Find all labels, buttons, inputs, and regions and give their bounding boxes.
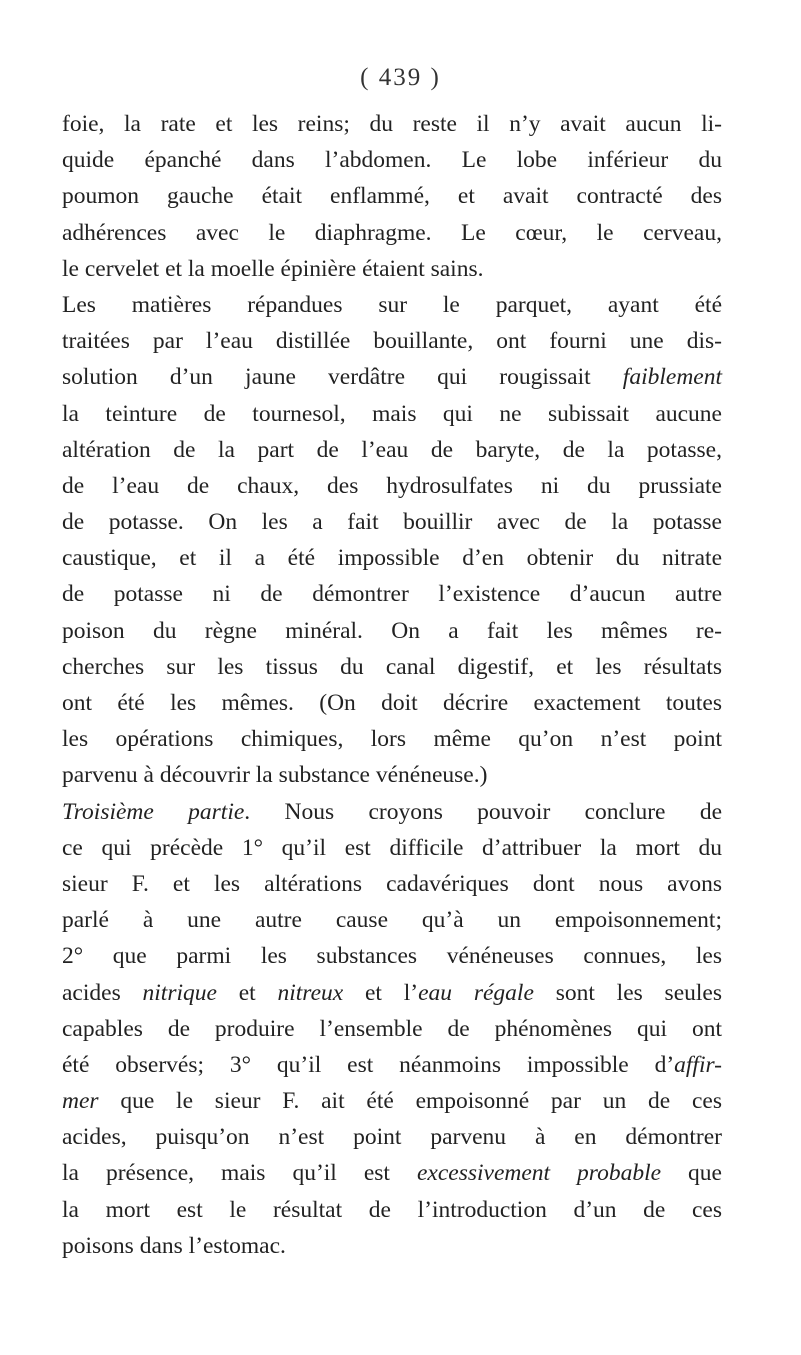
text-line bbox=[62, 721, 722, 757]
text-span: que le sieur F. ait été empoisonné par un de ces bbox=[98, 1088, 722, 1115]
text-span: caustique, et il a été impossible d’en obtenir du nitrate bbox=[62, 545, 722, 572]
text-span: les opérations chimiques, lors même qu’on n’est point bbox=[62, 726, 722, 753]
text-span: ce qui précède 1° qu’il est difficile d’attribuer la mort du bbox=[62, 834, 722, 861]
text-line bbox=[62, 866, 722, 902]
text-line bbox=[62, 649, 722, 685]
text-span: . Nous croyons pouvoir conclure de bbox=[244, 798, 722, 825]
text-line bbox=[62, 902, 722, 938]
italic-text: mer bbox=[62, 1088, 99, 1115]
text-line bbox=[62, 1192, 722, 1228]
italic-text: nitreux bbox=[277, 979, 344, 1006]
text-span: et bbox=[216, 979, 278, 1006]
italic-text: faiblement bbox=[622, 364, 722, 391]
text-span: que bbox=[661, 1160, 722, 1187]
text-line bbox=[62, 432, 722, 468]
text-span: cherches sur les tissus du canal digestif, et les résultats bbox=[62, 653, 722, 680]
italic-text: nitrique bbox=[142, 979, 217, 1006]
text-span: la présence, mais qu’il est bbox=[62, 1160, 417, 1187]
text-span: parvenu à découvrir la substance vénéneuse.) bbox=[62, 762, 488, 789]
text-span: de potasse. On les a fait bouillir avec de la potasse bbox=[62, 509, 722, 536]
text-span: Les matières répandues sur le parquet, ayant été bbox=[62, 291, 722, 318]
text-span: et l’ bbox=[343, 979, 419, 1006]
text-line bbox=[62, 794, 722, 830]
text-span: altération de la part de l’eau de baryte, de la potasse, bbox=[62, 436, 722, 463]
text-line bbox=[62, 576, 722, 612]
text-span: foie, la rate et les reins; du reste il n’y avait aucun li- bbox=[62, 111, 722, 137]
text-line bbox=[62, 830, 722, 866]
text-span: ont été les mêmes. (On doit décrire exactement toutes bbox=[62, 690, 722, 716]
text-span: acides bbox=[62, 979, 143, 1006]
text-line bbox=[62, 396, 722, 432]
text-line bbox=[62, 1083, 722, 1119]
text-line bbox=[62, 287, 722, 323]
text-line bbox=[62, 975, 722, 1011]
text-span: poumon gauche était enflammé, et avait contracté des bbox=[62, 183, 722, 210]
text-span: traitées par l’eau distillée bouillante, ont fourni une dis- bbox=[62, 328, 722, 355]
text-span: sieur F. et les altérations cadavériques dont nous avons bbox=[62, 870, 722, 897]
italic-text: affir- bbox=[674, 1051, 722, 1078]
text-line bbox=[62, 540, 722, 576]
page-number: ( 439 ) bbox=[360, 64, 441, 91]
text-span: adhérences avec le diaphragme. Le cœur, le cerveau, bbox=[62, 219, 722, 246]
text-line bbox=[62, 1155, 722, 1191]
italic-text: excessivement probable bbox=[416, 1160, 662, 1187]
text-span: acides, puisqu’on n’est point parvenu à en démontrer bbox=[62, 1124, 722, 1151]
text-span: capables de produire l’ensemble de phénomènes qui ont bbox=[62, 1015, 722, 1042]
text-line bbox=[62, 323, 722, 359]
body-text bbox=[62, 106, 722, 1264]
text-span: de l’eau de chaux, des hydrosulfates ni du prussiate bbox=[62, 472, 722, 499]
italic-text: Troisième partie bbox=[62, 798, 245, 825]
text-span: poisons dans l’estomac. bbox=[62, 1232, 286, 1259]
text-span: la mort est le résultat de l’introduction d’un de ces bbox=[62, 1196, 722, 1223]
text-line bbox=[62, 757, 722, 793]
text-span: sont les seules bbox=[533, 979, 722, 1006]
text-line bbox=[62, 1011, 722, 1047]
text-line bbox=[62, 504, 722, 540]
text-span: la teinture de tournesol, mais qui ne subissait aucune bbox=[62, 400, 722, 427]
text-span: solution d’un jaune verdâtre qui rougissait bbox=[62, 364, 623, 391]
text-line bbox=[62, 685, 722, 721]
text-line bbox=[62, 1119, 722, 1155]
text-line bbox=[62, 215, 722, 251]
text-span: parlé à une autre cause qu’à un empoisonnement; bbox=[62, 907, 722, 934]
text-span: quide épanché dans l’abdomen. Le lobe inférieur du bbox=[62, 147, 722, 174]
text-line bbox=[62, 359, 722, 395]
text-line bbox=[62, 106, 722, 142]
text-span: été observés; 3° qu’il est néanmoins impossible d’ bbox=[62, 1051, 675, 1078]
text-line bbox=[62, 613, 722, 649]
text-line bbox=[62, 251, 722, 287]
text-line bbox=[62, 1047, 722, 1083]
text-line bbox=[62, 938, 722, 974]
italic-text: eau régale bbox=[418, 979, 534, 1006]
text-span: poison du règne minéral. On a fait les mêmes re- bbox=[62, 617, 722, 644]
text-span: 2° que parmi les substances vénéneuses connues, les bbox=[62, 943, 722, 970]
text-span: de potasse ni de démontrer l’existence d’aucun autre bbox=[62, 581, 722, 608]
text-line bbox=[62, 1228, 722, 1264]
text-line bbox=[62, 178, 722, 214]
text-line bbox=[62, 142, 722, 178]
text-span: le cervelet et la moelle épinière étaient sains. bbox=[62, 255, 484, 282]
text-line bbox=[62, 468, 722, 504]
